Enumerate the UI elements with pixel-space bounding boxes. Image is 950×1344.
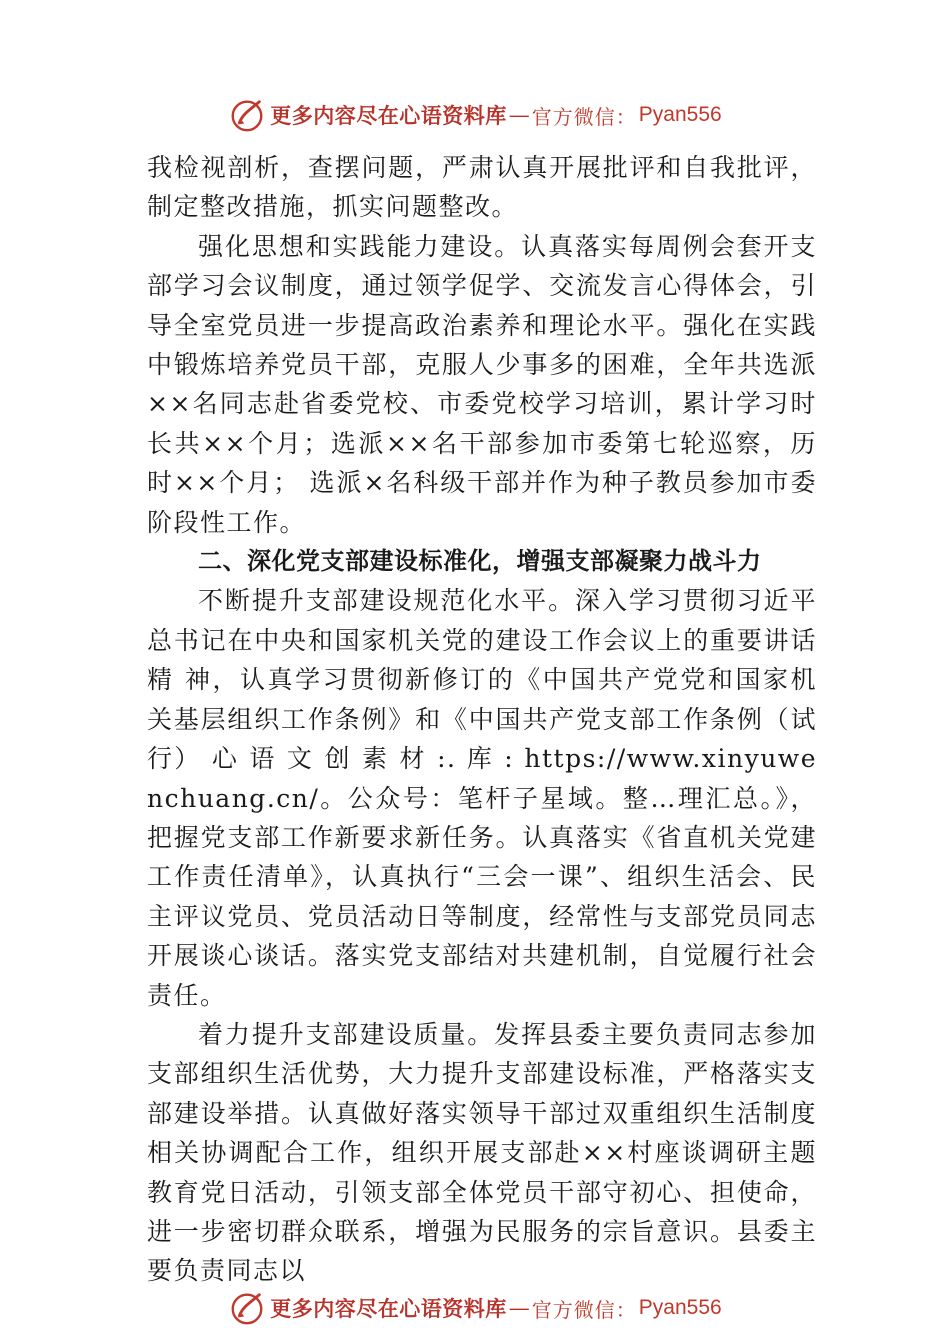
brush-logo-icon: [228, 96, 266, 134]
paragraph: 不断提升支部建设规范化水平。深入学习贯彻习近平总书记在中央和国家机关党的建设工作会议上的重要讲话精 神，认真学习贯彻新修订的《中国共产党党和国家机关基层组织工作条例》和《中国共产党支部工作条例（试行） 心 语 文 创 素 材 :. 库 : https://www.xinyuwenchuang.cn/。公众号：笔杆子星域。整…理汇总。》，把握党支部工作新要求新任务。认真落实《省直机关党建工作责任清单》，认真执行“三会一课”、组织生活会、民主评议党员、党员活动日等制度，经常性与支部党员同志开展谈心谈话。落实党支部结对共建机制，自觉履行社会责任。: [147, 586, 817, 1010]
paragraph: 强化思想和实践能力建设。认真落实每周例会套开支部学习会议制度，通过领学促学、交流发言心得体会，引导全室党员进一步提高政治素养和理论水平。强化在实践中锻炼培养党员干部，克服人少事多的困难，全年共选派××名同志赴省委党校、市委党校学习培训，累计学习时长共××个月；选派××名干部参加市委第七轮巡察，历时××个月； 选派×名科级干部并作为种子教员参加市委阶段性工作。: [147, 231, 817, 537]
banner-official-label: 官方微信：: [531, 1297, 637, 1322]
banner-title: 更多内容尽在心语资料库: [270, 1296, 507, 1321]
paragraph: 我检视剖析，查摆问题，严肃认真开展批评和自我批评，制定整改措施，抓实问题整改。: [147, 153, 817, 222]
banner-official-label: 官方微信：: [531, 104, 637, 129]
banner-wechat-id: Pyan556: [638, 103, 722, 126]
paragraph: 着力提升支部建设质量。发挥县委主要负责同志参加支部组织生活优势，大力提升支部建设标准，严格落实支部建设举措。认真做好落实领导干部过双重组织生活制度相关协调配合工作，组织开展支部赴××村座谈调研主题教育党日活动，引领支部全体党员干部守初心、担使命，进一步密切群众联系，增强为民服务的宗旨意识。县委主要负责同志以: [147, 1019, 817, 1286]
footer-watermark-banner: [0, 1286, 950, 1330]
header-watermark-banner: [0, 93, 950, 137]
section-heading: 二、深化党支部建设标准化，增强支部凝聚力战斗力: [198, 547, 762, 576]
banner-dash: —: [508, 103, 530, 127]
banner-dash: —: [508, 1296, 530, 1320]
brush-logo-icon: [228, 1289, 266, 1327]
banner-title: 更多内容尽在心语资料库: [270, 103, 507, 128]
banner-wechat-id: Pyan556: [638, 1296, 722, 1319]
document-body: [147, 148, 817, 1291]
